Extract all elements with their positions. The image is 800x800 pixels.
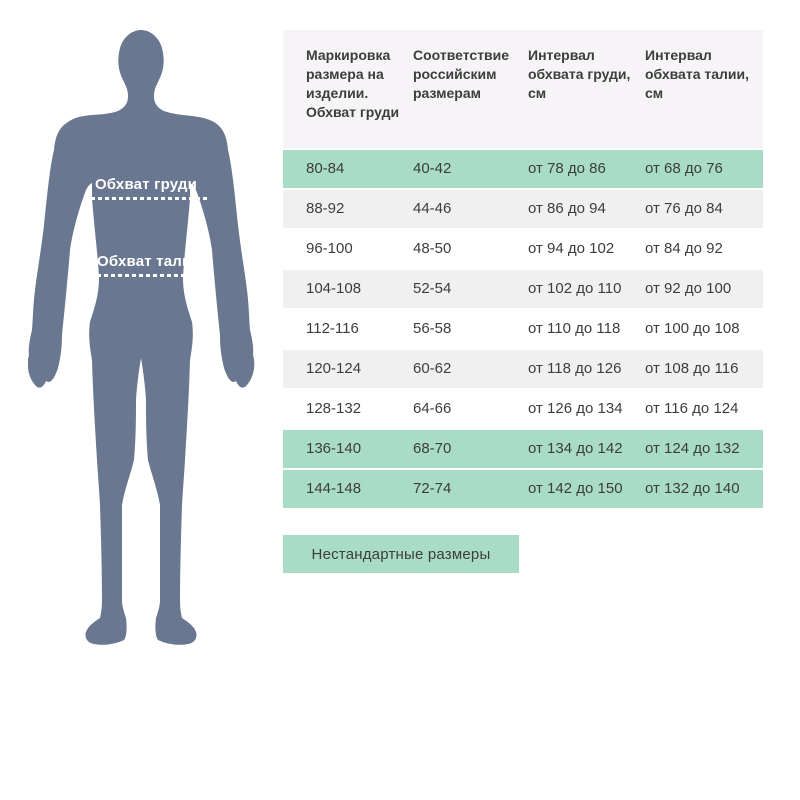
header-waist-interval: Интервал обхвата талии, см — [645, 47, 750, 101]
cell-waist-interval: от 100 до 108 — [645, 320, 740, 337]
header-chest-interval: Интервал обхвата груди, см — [528, 47, 631, 101]
table-row — [283, 430, 763, 468]
table-row — [283, 470, 763, 508]
cell-russian-size: 68-70 — [413, 440, 452, 457]
chest-girth-label: Обхват груди — [94, 176, 198, 193]
cell-chest-interval: от 142 до 150 — [528, 480, 623, 497]
cell-russian-size: 72-74 — [413, 480, 452, 497]
cell-waist-interval: от 84 до 92 — [645, 240, 723, 257]
waist-girth-label: Обхват талии — [97, 253, 201, 270]
cell-waist-interval: от 76 до 84 — [645, 200, 723, 217]
cell-size-marking: 88-92 — [306, 200, 345, 217]
chest-measurement-annotation — [84, 177, 208, 200]
table-row — [283, 310, 763, 348]
cell-chest-interval: от 86 до 94 — [528, 200, 606, 217]
cell-chest-interval: от 94 до 102 — [528, 240, 615, 257]
table-row — [283, 150, 763, 188]
cell-waist-interval: от 108 до 116 — [645, 360, 739, 377]
waist-measurement-annotation — [97, 253, 201, 277]
cell-russian-size: 56-58 — [413, 320, 452, 337]
cell-size-marking: 80-84 — [306, 160, 345, 177]
cell-russian-size: 40-42 — [413, 160, 452, 177]
male-figure-icon — [28, 26, 260, 648]
cell-size-marking: 120-124 — [306, 360, 362, 377]
waist-dashed-line — [97, 274, 197, 277]
cell-size-marking: 112-116 — [306, 320, 359, 337]
cell-size-marking: 96-100 — [306, 240, 353, 257]
table-row — [283, 230, 763, 268]
table-body — [283, 150, 763, 508]
cell-chest-interval: от 126 до 134 — [528, 400, 623, 417]
cell-chest-interval: от 134 до 142 — [528, 440, 623, 457]
cell-size-marking: 104-108 — [306, 280, 362, 297]
cell-russian-size: 44-46 — [413, 200, 452, 217]
cell-russian-size: 48-50 — [413, 240, 452, 257]
cell-size-marking: 136-140 — [306, 440, 362, 457]
cell-waist-interval: от 124 до 132 — [645, 440, 740, 457]
table-row — [283, 190, 763, 228]
cell-russian-size: 52-54 — [413, 280, 452, 297]
cell-waist-interval: от 116 до 124 — [645, 400, 739, 417]
cell-size-marking: 144-148 — [306, 480, 362, 497]
cell-waist-interval: от 68 до 76 — [645, 160, 723, 177]
table-row — [283, 350, 763, 388]
header-russian-sizes: Соответствие российским размерам — [413, 47, 510, 101]
size-table — [283, 30, 763, 510]
header-size-marking: Маркировка размера на изделии. Обхват груди — [306, 47, 400, 120]
nonstandard-sizes-button[interactable]: Нестандартные размеры — [283, 535, 519, 573]
cell-chest-interval: от 102 до 110 — [528, 280, 622, 297]
table-row — [283, 390, 763, 428]
cell-russian-size: 60-62 — [413, 360, 452, 377]
chest-dashed-line — [84, 197, 208, 200]
cell-waist-interval: от 132 до 140 — [645, 480, 740, 497]
cell-chest-interval: от 78 до 86 — [528, 160, 606, 177]
cell-size-marking: 128-132 — [306, 400, 362, 417]
table-header-row — [283, 30, 763, 148]
cell-chest-interval: от 118 до 126 — [528, 360, 622, 377]
body-silhouette — [28, 26, 260, 648]
cell-chest-interval: от 110 до 118 — [528, 320, 621, 337]
cell-waist-interval: от 92 до 100 — [645, 280, 732, 297]
cell-russian-size: 64-66 — [413, 400, 452, 417]
table-row — [283, 270, 763, 308]
